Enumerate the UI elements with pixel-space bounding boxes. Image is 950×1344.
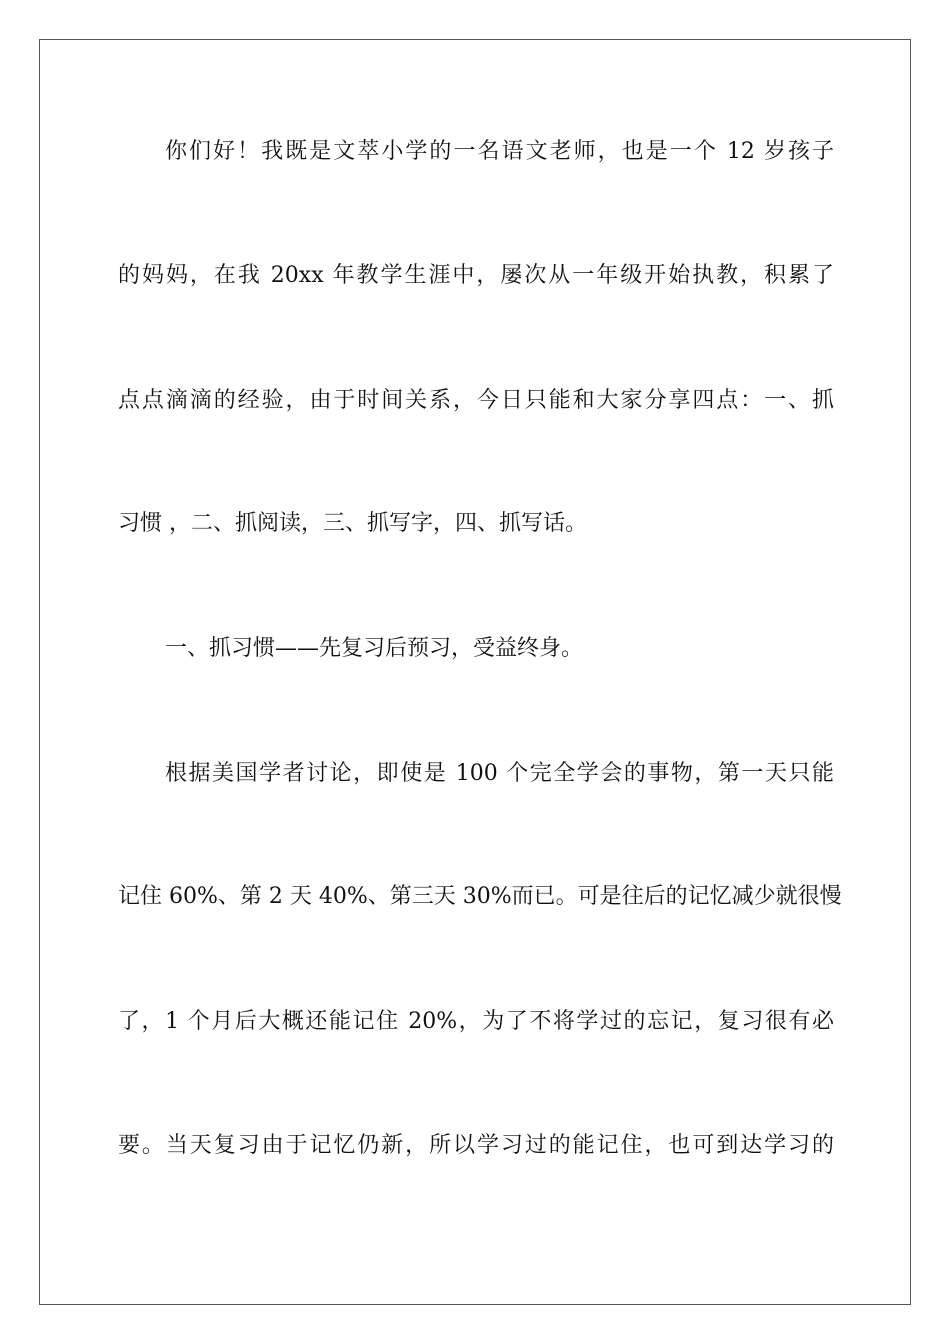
paragraph-2-line-1: 根据美国学者讨论，即使是 100 个完全学会的事物，第一天只能: [165, 761, 834, 786]
paragraph-1-line-1: 你们好！我既是文萃小学的一名语文老师，也是一个 12 岁孩子: [165, 139, 834, 164]
paragraph-1-line-4: 习惯 ，二、抓阅读，三、抓写字，四、抓写话。: [118, 511, 587, 536]
paragraph-2-line-2: 记住 60%、第 2 天 40%、第三天 30%而已。可是往后的记忆减少就很慢: [118, 884, 842, 909]
paragraph-1-line-3: 点点滴滴的经验，由于时间关系，今日只能和大家分享四点：一、抓: [118, 388, 834, 413]
page-border: [39, 39, 911, 1305]
paragraph-2-line-4: 要。当天复习由于记忆仍新，所以学习过的能记住，也可到达学习的: [118, 1133, 834, 1158]
paragraph-1-line-2: 的妈妈，在我 20xx 年教学生涯中，屡次从一年级开始执教，积累了: [118, 263, 834, 288]
paragraph-2-line-3: 了，1 个月后大概还能记住 20%，为了不将学过的忘记，复习很有必: [118, 1009, 834, 1034]
section-heading: 一、抓习惯——先复习后预习，受益终身。: [165, 636, 584, 661]
